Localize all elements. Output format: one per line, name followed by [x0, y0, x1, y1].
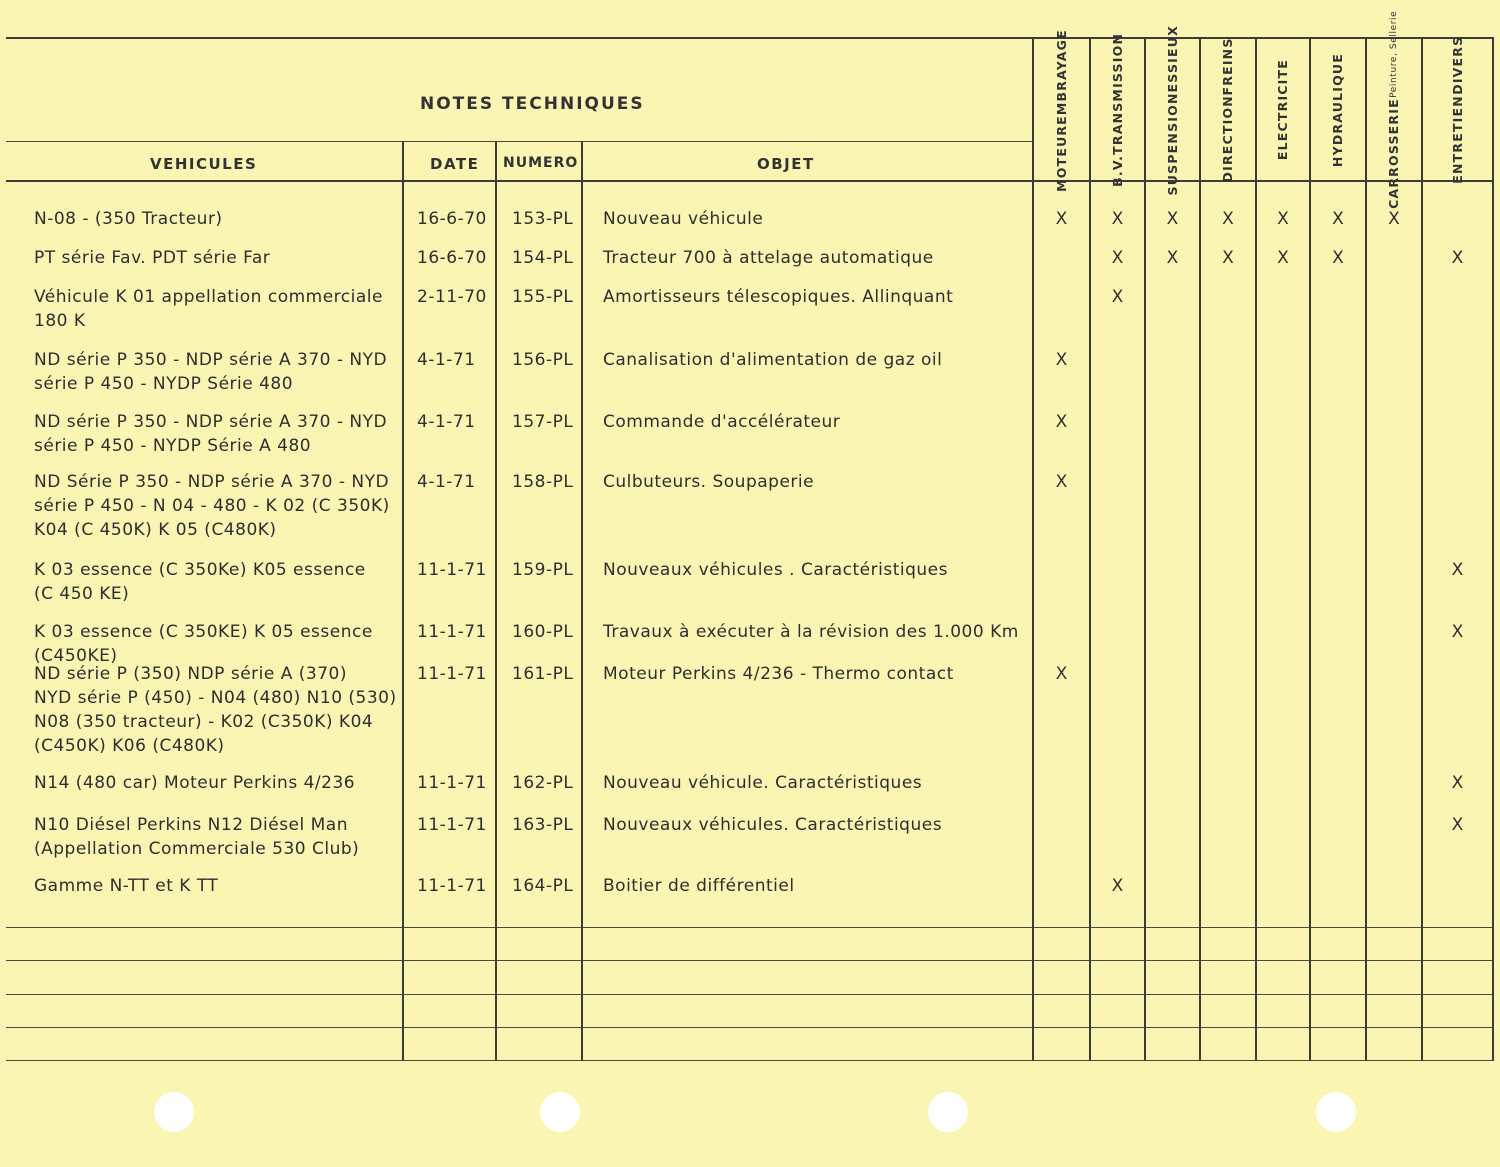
vehicule-cell — [34, 771, 355, 795]
objet-cell: Nouveau véhicule. Caractéristiques — [603, 773, 923, 793]
category-mark: X — [1222, 209, 1234, 229]
category-header — [1257, 40, 1309, 180]
vehicule-line: 180 K — [34, 311, 86, 331]
objet-cell: Moteur Perkins 4/236 - Thermo contact — [603, 664, 954, 684]
date-cell: 11-1-71 — [417, 664, 487, 684]
date-cell: 11-1-71 — [417, 876, 487, 896]
numero-cell: 155-PL — [512, 287, 574, 307]
vehicule-line: N14 (480 car) Moteur Perkins 4/236 — [34, 773, 356, 793]
blank-row-line-1 — [6, 927, 1494, 928]
punch-hole — [1316, 1092, 1356, 1132]
date-cell: 4-1-71 — [417, 350, 476, 370]
vehicule-line: Véhicule K 01 appellation commerciale — [34, 287, 383, 307]
date-cell: 4-1-71 — [417, 472, 476, 492]
vehicule-line: N08 (350 tracteur) - K02 (C350K) K04 — [34, 712, 374, 732]
date-cell: 16-6-70 — [417, 209, 487, 229]
col-divider-numero — [495, 141, 497, 1061]
header-objet: OBJET — [757, 155, 815, 173]
date-cell: 4-1-71 — [417, 412, 476, 432]
vehicule-cell — [34, 813, 359, 861]
header-numero: NUMERO — [503, 155, 579, 171]
blank-row-line-4 — [6, 1027, 1494, 1028]
punch-hole — [928, 1092, 968, 1132]
vehicule-line: série P 450 - NYDP Série A 480 — [34, 436, 312, 456]
objet-cell: Commande d'accélérateur — [603, 412, 841, 432]
col-divider-cat-7 — [1365, 37, 1367, 1061]
top-border — [6, 37, 1494, 39]
category-mark: X — [1222, 248, 1234, 268]
category-mark: X — [1055, 472, 1068, 492]
category-label: B.V. — [1109, 155, 1125, 187]
category-mark: X — [1451, 815, 1464, 835]
category-mark: X — [1388, 209, 1400, 229]
vehicule-line: K 03 essence (C 350KE) K 05 essence — [34, 622, 373, 642]
category-header — [1146, 24, 1199, 196]
numero-cell: 164-PL — [512, 876, 574, 896]
vehicule-line: (Appellation Commerciale 530 Club) — [34, 839, 360, 859]
date-cell: 2-11-70 — [417, 287, 487, 307]
vehicule-cell — [34, 246, 270, 270]
category-label-2: EMBRAYAGE — [1053, 28, 1069, 125]
vehicule-line: ND série P 350 - NDP série A 370 - NYD — [34, 350, 388, 370]
vehicule-line: N-08 - (350 Tracteur) — [34, 209, 223, 229]
objet-cell: Nouveaux véhicules. Caractéristiques — [603, 815, 943, 835]
date-cell: 11-1-71 — [417, 815, 487, 835]
numero-cell: 154-PL — [512, 248, 574, 268]
category-mark: X — [1055, 664, 1068, 684]
numero-cell: 162-PL — [512, 773, 574, 793]
category-header — [1091, 33, 1144, 187]
category-mark: X — [1055, 209, 1068, 229]
category-label: HYDRAULIQUE — [1330, 52, 1345, 168]
category-mark: X — [1111, 876, 1124, 896]
category-mark: X — [1332, 209, 1344, 229]
category-mark: X — [1055, 350, 1068, 370]
table-title: NOTES TECHNIQUES — [420, 94, 645, 114]
objet-cell: Travaux à exécuter à la révision des 1.000 Km — [603, 622, 1019, 642]
blank-row-line-2 — [6, 960, 1494, 961]
category-sublabel: Peinture, Sellerie — [1389, 11, 1399, 99]
vehicule-line: NYD série P (450) - N04 (480) N10 (530) — [34, 688, 397, 708]
vehicule-line: K 03 essence (C 350Ke) K05 essence — [34, 560, 366, 580]
date-cell: 16-6-70 — [417, 248, 487, 268]
vehicule-cell — [34, 662, 397, 758]
numero-cell: 158-PL — [512, 472, 574, 492]
category-mark: X — [1111, 248, 1124, 268]
punch-hole — [540, 1092, 580, 1132]
numero-cell: 163-PL — [512, 815, 574, 835]
right-border — [1492, 37, 1494, 1061]
numero-cell: 160-PL — [512, 622, 574, 642]
category-mark: X — [1451, 560, 1464, 580]
category-mark: X — [1111, 209, 1124, 229]
col-divider-date — [402, 141, 404, 1061]
date-cell: 11-1-71 — [417, 622, 487, 642]
col-divider-cat-3 — [1144, 37, 1146, 1061]
category-header — [1367, 11, 1421, 209]
numero-cell: 161-PL — [512, 664, 574, 684]
vehicule-line: Gamme N-TT et K TT — [34, 876, 219, 896]
punch-hole — [154, 1092, 194, 1132]
category-mark: X — [1332, 248, 1344, 268]
col-divider-cat-1 — [1032, 37, 1034, 1061]
col-divider-cat-8 — [1421, 37, 1423, 1061]
date-cell: 11-1-71 — [417, 773, 487, 793]
vehicule-line: N10 Diésel Perkins N12 Diésel Man — [34, 815, 348, 835]
vehicule-cell — [34, 410, 387, 458]
header-bottom-border — [6, 180, 1494, 182]
numero-cell: 157-PL — [512, 412, 574, 432]
numero-cell: 159-PL — [512, 560, 574, 580]
vehicule-cell — [34, 285, 383, 333]
category-header — [1034, 28, 1089, 192]
table-bottom-line — [6, 1060, 1494, 1061]
category-label: ENTRETIEN — [1449, 95, 1465, 184]
category-mark: X — [1111, 287, 1124, 307]
col-divider-cat-4 — [1199, 37, 1201, 1061]
vehicule-line: (C450KE) — [34, 646, 118, 666]
category-mark: X — [1166, 209, 1179, 229]
category-label: ELECTRICITE — [1275, 59, 1290, 161]
objet-cell: Amortisseurs télescopiques. Allinquant — [603, 287, 954, 307]
col-divider-cat-6 — [1309, 37, 1311, 1061]
vehicule-line: K04 (C 450K) K 05 (C480K) — [34, 520, 277, 540]
category-header — [1423, 36, 1492, 184]
vehicule-line: (C 450 KE) — [34, 584, 130, 604]
vehicule-line: ND série P (350) NDP série A (370) — [34, 664, 347, 684]
blank-row-line-3 — [6, 994, 1494, 995]
category-header — [1311, 40, 1365, 180]
numero-cell: 153-PL — [512, 209, 574, 229]
date-cell: 11-1-71 — [417, 560, 487, 580]
vehicule-line: ND Série P 350 - NDP série A 370 - NYD — [34, 472, 390, 492]
objet-cell: Culbuteurs. Soupaperie — [603, 472, 815, 492]
objet-cell: Canalisation d'alimentation de gaz oil — [603, 350, 943, 370]
header-date: DATE — [430, 155, 480, 173]
category-mark: X — [1277, 248, 1289, 268]
objet-cell: Tracteur 700 à attelage automatique — [603, 248, 934, 268]
category-label: DIRECTION — [1220, 95, 1235, 183]
vehicule-cell — [34, 620, 373, 668]
category-mark: X — [1451, 773, 1464, 793]
vehicule-cell — [34, 207, 223, 231]
vehicule-line: série P 450 - NYDP Série 480 — [34, 374, 294, 394]
category-mark: X — [1451, 622, 1464, 642]
objet-cell: Nouveau véhicule — [603, 209, 764, 229]
vehicule-cell — [34, 470, 390, 542]
vehicule-cell — [34, 558, 366, 606]
col-divider-cat-5 — [1255, 37, 1257, 1061]
category-label-2: FREINS — [1220, 37, 1235, 96]
category-mark: X — [1055, 412, 1068, 432]
category-label: CARROSSERIE — [1386, 98, 1401, 209]
category-label-2: DIVERS — [1449, 36, 1465, 96]
header-vehicules: VEHICULES — [150, 155, 258, 173]
category-mark: X — [1166, 248, 1179, 268]
category-label-2: ESSIEUX — [1164, 24, 1180, 93]
category-label-2: TRANSMISSION — [1109, 33, 1125, 156]
vehicule-cell — [34, 348, 387, 396]
vehicule-cell — [34, 874, 218, 898]
category-label: MOTEUR — [1053, 124, 1069, 192]
objet-cell: Nouveaux véhicules . Caractéristiques — [603, 560, 948, 580]
vehicule-line: série P 450 - N 04 - 480 - K 02 (C 350K) — [34, 496, 390, 516]
category-mark: X — [1451, 248, 1464, 268]
header-divider — [6, 141, 1033, 142]
vehicule-line: ND série P 350 - NDP série A 370 - NYD — [34, 412, 388, 432]
category-label: SUSPENSION — [1164, 92, 1180, 196]
vehicule-line: (C450K) K06 (C480K) — [34, 736, 225, 756]
numero-cell: 156-PL — [512, 350, 574, 370]
vehicule-line: PT série Fav. PDT série Far — [34, 248, 271, 268]
category-header — [1201, 37, 1255, 183]
col-divider-objet — [581, 141, 583, 1061]
category-mark: X — [1277, 209, 1289, 229]
col-divider-cat-2 — [1089, 37, 1091, 1061]
objet-cell: Boitier de différentiel — [603, 876, 795, 896]
